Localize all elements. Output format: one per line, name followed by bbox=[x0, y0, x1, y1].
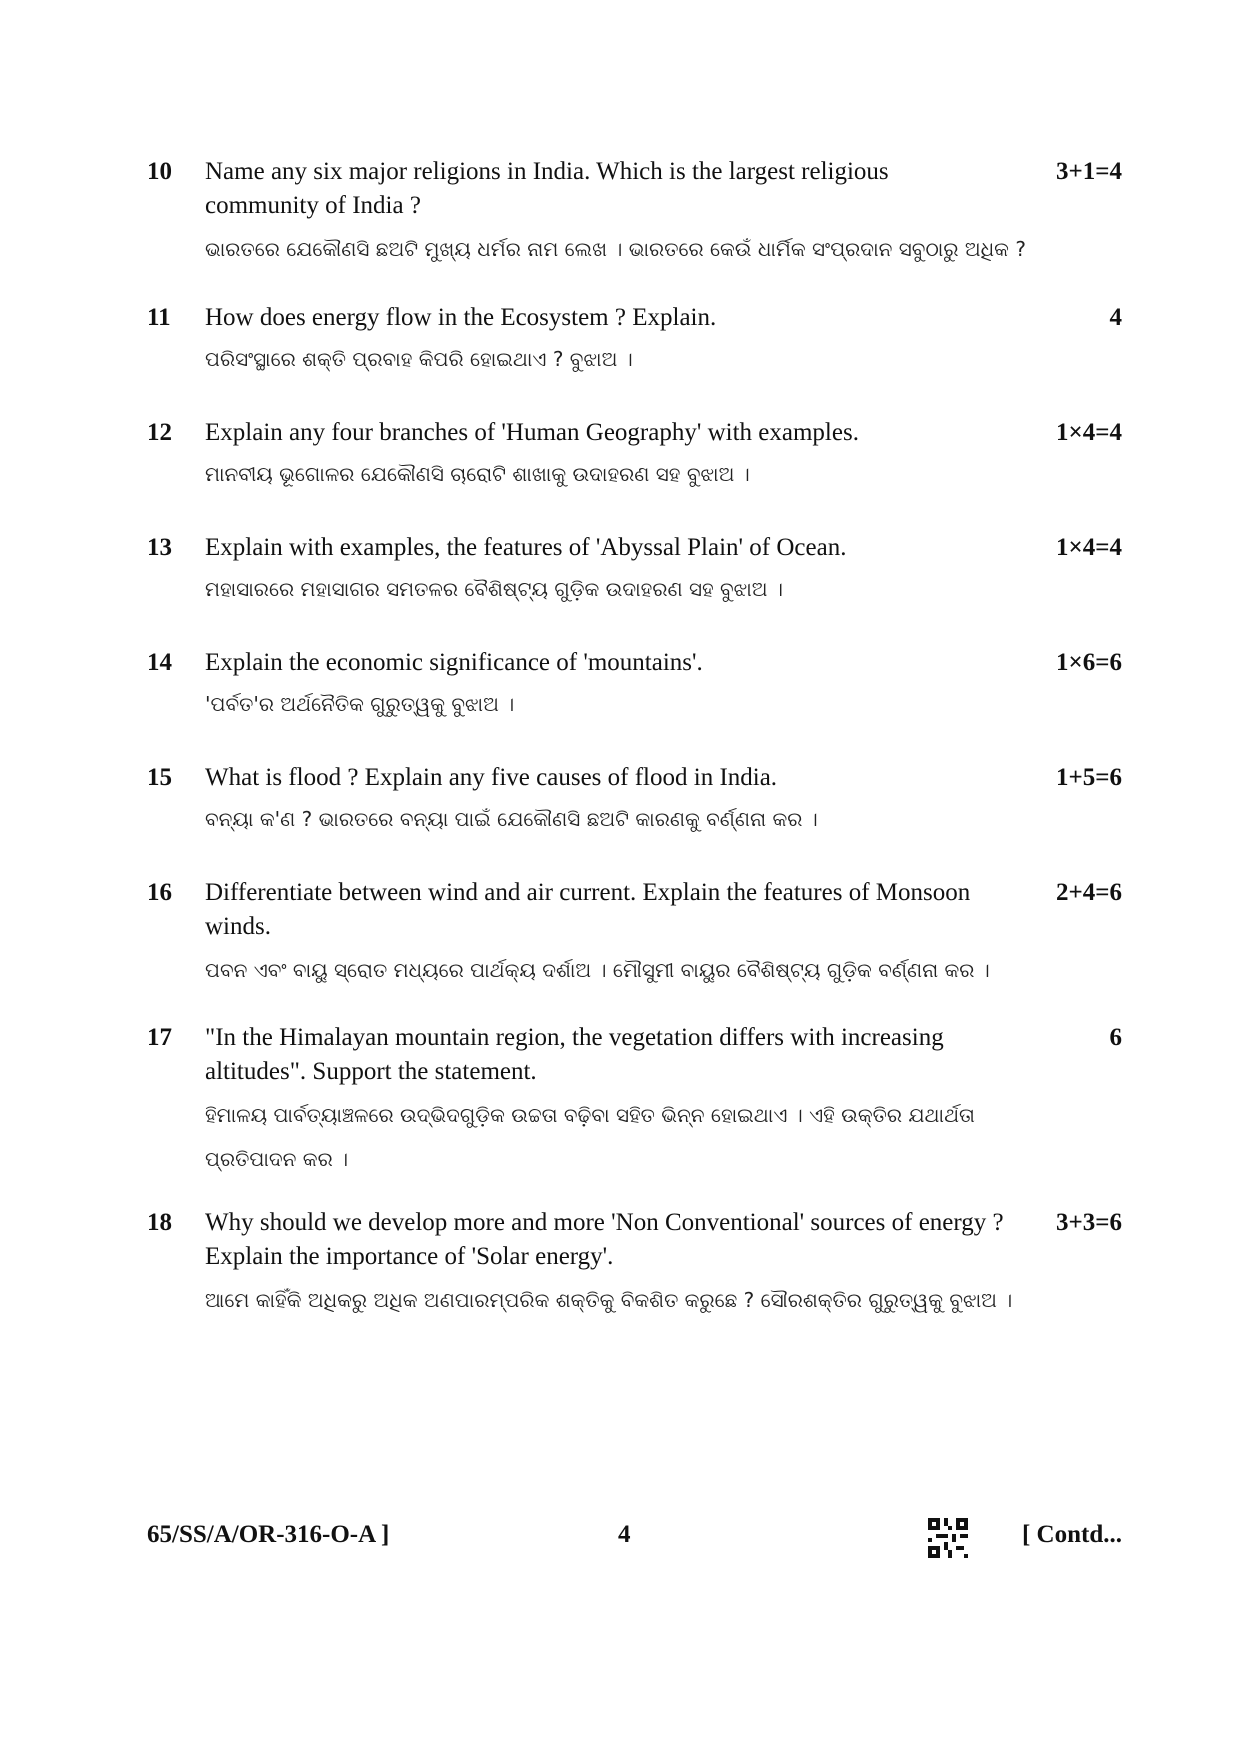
question-marks: 3+1=4 bbox=[1056, 158, 1122, 185]
question-marks: 1×6=6 bbox=[1056, 649, 1122, 676]
question-number: 10 bbox=[147, 158, 172, 185]
question-number: 13 bbox=[147, 534, 172, 561]
question-odia-text: ପରିସଂସ୍ଥାରେ ଶକ୍ତି ପ୍ରବାହ କିପରି ହୋଇଥାଏ ? ବୁଝାଅ । bbox=[205, 347, 633, 371]
question-text: How does energy flow in the Ecosystem ? Explain. bbox=[205, 304, 717, 331]
question-marks: 1+5=6 bbox=[1056, 764, 1122, 791]
question-odia-text: 'ପର୍ବତ'ର ଅର୍ଥନୈତିକ ଗୁରୁତ୍ୱକୁ ବୁଝାଅ । bbox=[205, 692, 515, 716]
question-number: 12 bbox=[147, 419, 172, 446]
question-marks: 2+4=6 bbox=[1056, 879, 1122, 906]
question-odia-text: ବନ୍ୟା କ'ଣ ? ଭାରତରେ ବନ୍ୟା ପାଇଁ ଯେକୌଣସି ଛଅଟି କାରଣକୁ ବର୍ଣ୍ଣନା କର । bbox=[205, 807, 818, 831]
question-marks: 6 bbox=[1109, 1024, 1122, 1051]
paper-code: 65/SS/A/OR-316-O-A ] bbox=[147, 1521, 390, 1548]
question-number: 16 bbox=[147, 879, 172, 906]
question-odia-text: ମହାସାରରେ ମହାସାଗର ସମତଳର ବୈଶିଷ୍ଟ୍ୟ ଗୁଡ଼ିକ ଉଦାହରଣ ସହ ବୁଝାଅ । bbox=[205, 577, 783, 601]
question-marks: 1×4=4 bbox=[1056, 534, 1122, 561]
question-text: "In the Himalayan mountain region, the vegetation differs with increasing altitudes". Support the statement. bbox=[205, 1024, 944, 1085]
question-odia-text: ମାନବୀୟ ଭୂଗୋଳର ଯେକୌଣସି ଚାରୋଟି ଶାଖାକୁ ଉଦାହରଣ ସହ ବୁଝାଅ । bbox=[205, 462, 750, 486]
question-text: Name any six major religions in India. Which is the largest religious community of India ? bbox=[205, 158, 889, 219]
question-text: What is flood ? Explain any five causes of flood in India. bbox=[205, 764, 778, 791]
question-marks: 3+3=6 bbox=[1056, 1209, 1122, 1236]
question-text: Explain with examples, the features of 'Abyssal Plain' of Ocean. bbox=[205, 534, 847, 561]
question-odia-text: ଭାରତରେ ଯେକୌଣସି ଛଅଟି ମୁଖ୍ୟ ଧର୍ମର ନାମ ଲେଖ । ଭାରତରେ କେଉଁ ଧାର୍ମିକ ସଂପ୍ରଦାନ ସବୁଠାରୁ ଅଧିକ ? bbox=[205, 237, 1026, 261]
question-text: Explain any four branches of 'Human Geography' with examples. bbox=[205, 419, 859, 446]
question-text: Why should we develop more and more 'Non Conventional' sources of energy ? Explain the importance of 'Solar energy'. bbox=[205, 1209, 1004, 1270]
question-odia-text: ପବନ ଏବଂ ବାୟୁ ସ୍ରୋତ ମଧ୍ୟରେ ପାର୍ଥକ୍ୟ ଦର୍ଶାଅ । ମୌସୁମୀ ବାୟୁର ବୈଶିଷ୍ଟ୍ୟ ଗୁଡ଼ିକ ବର୍ଣ୍ଣନା କର । bbox=[205, 958, 990, 982]
question-number: 18 bbox=[147, 1209, 172, 1236]
question-odia-text: ହିମାଳୟ ପାର୍ବତ୍ୟାଞ୍ଚଳରେ ଉଦ୍ଭିଦଗୁଡ଼ିକ ଉଚ୍ଚତା ବଢ଼ିବା ସହିତ ଭିନ୍ନ ହୋଇଥାଏ । ଏହି ଉକ୍ତିର ଯଥାର୍ଥତା ପ୍ରତିପାଦନ କର । bbox=[205, 1103, 975, 1171]
question-number: 14 bbox=[147, 649, 172, 676]
question-number: 17 bbox=[147, 1024, 172, 1051]
page-number: 4 bbox=[618, 1521, 631, 1548]
question-number: 11 bbox=[147, 304, 171, 331]
question-marks: 1×4=4 bbox=[1056, 419, 1122, 446]
question-odia-text: ଆମେ କାହିଁକି ଅଧିକରୁ ଅଧିକ ଅଣପାରମ୍ପରିକ ଶକ୍ତିକୁ ବିକଶିତ କରୁଛେ ? ସୌରଶକ୍ତିର ଗୁରୁତ୍ୱକୁ ବୁଝାଅ । bbox=[205, 1288, 1013, 1312]
qr-code-icon bbox=[928, 1518, 968, 1558]
continued-label: [ Contd... bbox=[1021, 1521, 1122, 1548]
question-text: Explain the economic significance of 'mountains'. bbox=[205, 649, 703, 676]
question-number: 15 bbox=[147, 764, 172, 791]
question-marks: 4 bbox=[1109, 304, 1122, 331]
question-text: Differentiate between wind and air current. Explain the features of Monsoon winds. bbox=[205, 879, 971, 940]
